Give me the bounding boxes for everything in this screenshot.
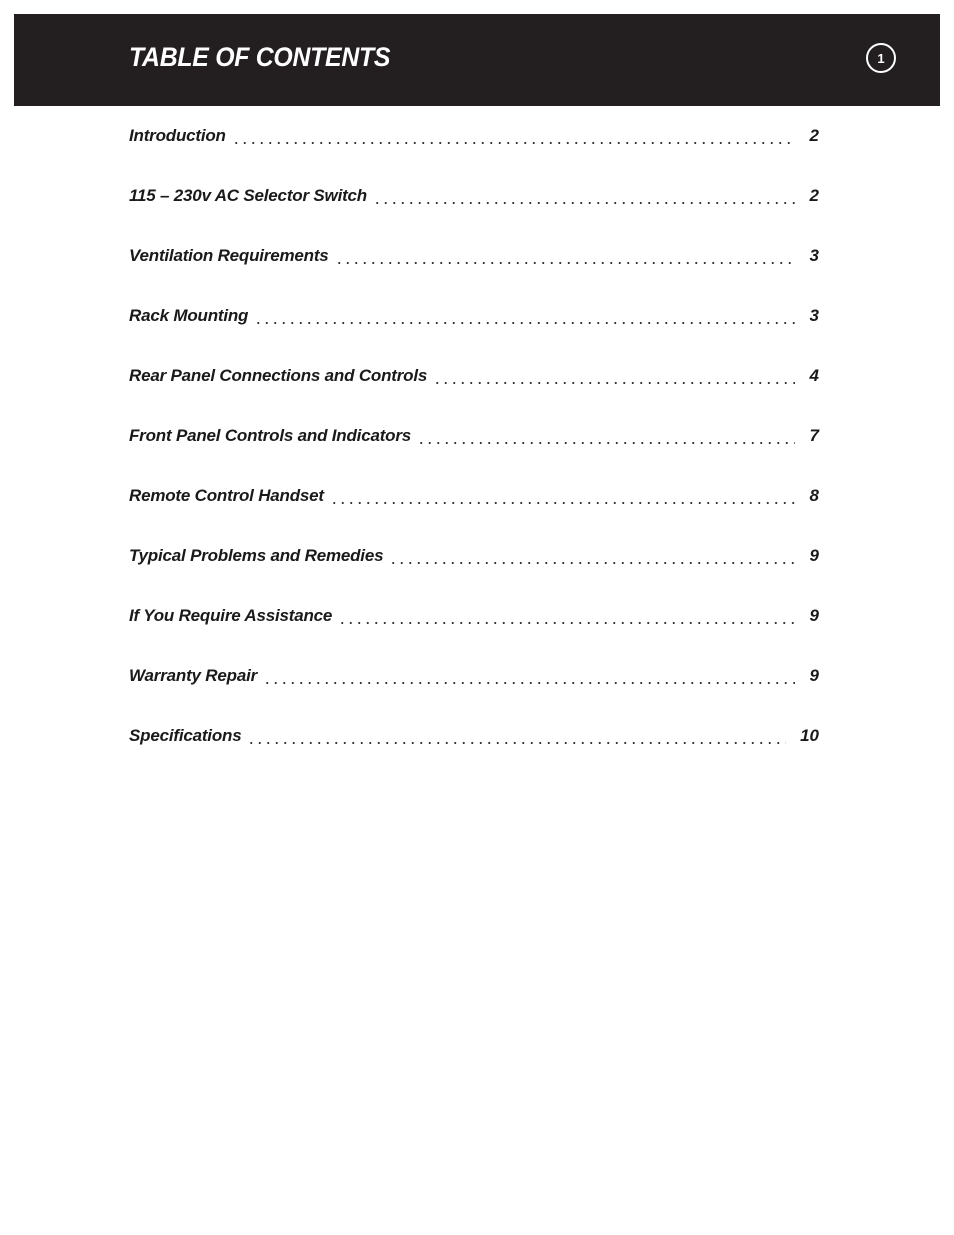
toc-item-page: 4	[809, 366, 819, 385]
toc-item-page: 9	[809, 546, 819, 565]
toc-item[interactable]	[129, 148, 819, 208]
toc-item-page: 3	[809, 306, 819, 325]
toc-item-title: Warranty Repair	[129, 666, 258, 685]
table-of-contents-list	[129, 122, 819, 748]
toc-item-title: Rear Panel Connections and Controls	[129, 366, 428, 385]
toc-item[interactable]	[129, 208, 819, 268]
dot-leader	[335, 261, 795, 265]
toc-item-title: Specifications	[129, 726, 242, 745]
toc-item-page: 10	[800, 726, 819, 745]
toc-item[interactable]	[129, 388, 819, 448]
dot-leader	[417, 441, 795, 445]
page-title: TABLE OF CONTENTS	[129, 42, 391, 72]
toc-item-title: 115 – 230v AC Selector Switch	[129, 186, 367, 205]
dot-leader	[389, 561, 795, 565]
dot-leader	[263, 681, 795, 685]
toc-item[interactable]	[129, 448, 819, 508]
toc-item-title: Typical Problems and Remedies	[129, 546, 384, 565]
toc-item-page: 7	[809, 426, 819, 445]
toc-item-page: 2	[809, 126, 819, 145]
dot-leader	[232, 141, 795, 145]
toc-item-title: If You Require Assistance	[129, 606, 333, 625]
toc-item[interactable]	[129, 508, 819, 568]
toc-item-page: 2	[809, 186, 819, 205]
dot-leader	[254, 321, 795, 325]
toc-item[interactable]	[129, 688, 819, 748]
toc-item-page: 3	[809, 246, 819, 265]
toc-item-title: Front Panel Controls and Indicators	[129, 426, 412, 445]
toc-item-title: Remote Control Handset	[129, 486, 324, 505]
dot-leader	[373, 201, 795, 205]
toc-item[interactable]	[129, 122, 819, 148]
dot-leader	[247, 741, 786, 745]
toc-item-title: Ventilation Requirements	[129, 246, 329, 265]
toc-item[interactable]	[129, 268, 819, 328]
toc-item[interactable]	[129, 328, 819, 388]
header-bar	[14, 14, 940, 106]
dot-leader	[338, 621, 795, 625]
toc-item-title: Rack Mounting	[129, 306, 249, 325]
toc-item-page: 9	[809, 606, 819, 625]
toc-item-page: 9	[809, 666, 819, 685]
dot-leader	[330, 501, 795, 505]
dot-leader	[433, 381, 795, 385]
toc-item-page: 8	[809, 486, 819, 505]
page-number-badge: 1	[866, 43, 896, 73]
toc-item-title: Introduction	[129, 126, 226, 145]
toc-item[interactable]	[129, 628, 819, 688]
toc-item[interactable]	[129, 568, 819, 628]
